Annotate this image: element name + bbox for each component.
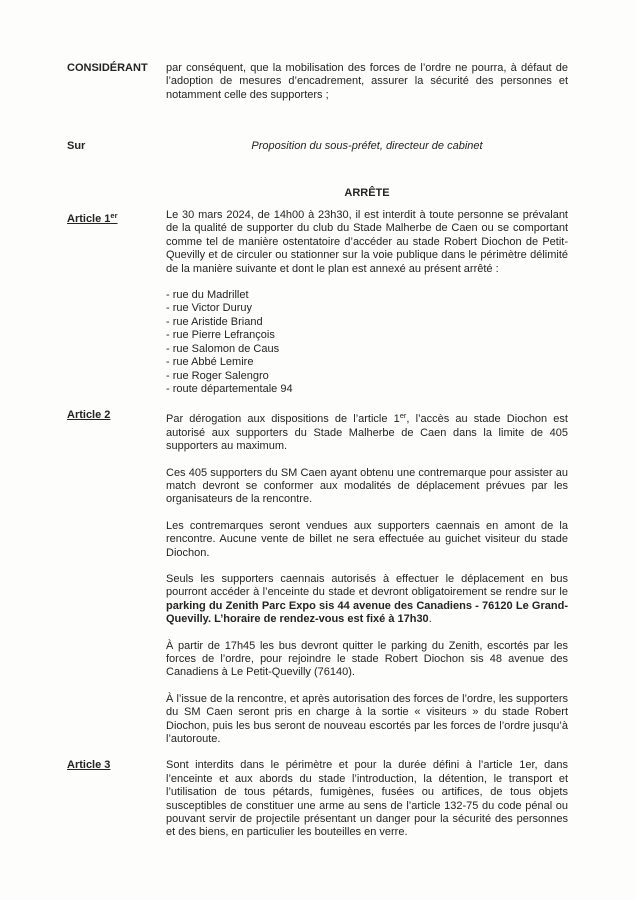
article-1-content [166,209,568,409]
text-run: Par dérogation aux dispositions de l’article 1 [166,413,400,426]
considerant-content [166,62,568,115]
text-run: À partir de 17h45 les bus devront quitter le parking du Zenith, escortés par les forces de l’ordre, pour rejoindre le stade Robert Diochon sis 48 avenue des Canadiens à Le Petit-Quevilly (76140). [166,639,568,679]
text-run: ARRÊTE [344,186,390,199]
text-run: Les contremarques seront vendues aux supporters caennais en amont de la rencontre. Aucune vente de billet ne sera effectuée au guichet visiteur du stade Diochon. [166,519,568,559]
sur-content [166,140,568,166]
article-1-label [67,209,166,226]
article-2-content [166,409,568,759]
street-list-item: - rue Aristide Briand [166,315,263,328]
text-run: , l’accès au stade Diochon est autorisé aux supporters du Stade Malherbe de Caen dans la limite de 405 supporters au maximum. [166,413,568,453]
text-run: Article 1 [67,213,111,226]
text-run: Ces 405 supporters du SM Caen ayant obtenu une contremarque pour assister au match devront se conformer aux modalités de déplacement prévues par les organisateurs de la rencontre. [166,466,568,506]
street-list-item: - rue Roger Salengro [166,369,269,382]
article-2-paragraph-5 [166,640,568,680]
text-run: Seuls les supporters caennais autorisés à effectuer le déplacement en bus pourront accéder à l’enceinte du stade et devront obligatoirement se rendre sur le [166,572,568,599]
street-list-item: - route départementale 94 [166,382,293,395]
text-run: parking du Zenith Parc Expo sis 44 avenue des Canadiens - 76120 Le Grand-Quevilly. L’horaire de rendez-vous est fixé à 17h30 [166,599,568,626]
text-run: er [399,411,407,421]
text-run: CONSIDÉRANT [67,62,148,74]
considerant-paragraph [166,62,568,102]
considerant-label [67,62,166,75]
article-1-paragraph [166,209,568,276]
document-rows [67,62,568,853]
text-run: . [428,613,432,626]
article-3-content [166,759,568,852]
street-list-item: - rue Abbé Lemire [166,356,254,369]
street-list [166,289,568,396]
article-2-paragraph-6 [166,693,568,747]
article-2-row [67,409,568,759]
text-run: Article 3 [67,759,111,772]
article-2-paragraph-2 [166,467,568,507]
text-run: er [110,211,118,221]
article-2-paragraph-1 [166,409,568,453]
text-run: Sont interdits dans le périmètre et pour la durée défini à l’article 1er, dans l’enceinte et aux abords du stade l’introduction, la détention, le transport et l’utilisation de tous pétards, fumigènes, fusées ou artifices, de tous objets susceptibles de constituer une arme au sens de l’article 132-75 du code pénal ou pouvant servir de projectile présentant un danger pour la sécurité des personnes et des biens, en particulier les bouteilles en verre. [166,759,568,839]
text-run: Sur [67,140,86,153]
text-run: Le 30 mars 2024, de 14h00 à 23h30, il est interdit à toute personne se prévalant de la qualité de supporter du club du Stade Malherbe de Caen ou se comportant comme tel de manière ostentatoire d’accéder au stade Robert Diochon de Petit-Quevilly et de circuler ou stationner sur la voie publique dans le périmètre délimité de la manière suivante et dont le plan est annexé au présent arrêté : [166,209,568,275]
article-3-paragraph [166,759,568,839]
text-run: Proposition du sous-préfet, directeur de cabinet [251,140,483,153]
article-1-row [67,209,568,409]
street-list-item: - rue Salomon de Caus [166,342,280,355]
article-2-paragraph-4 [166,573,568,627]
arrete-heading [166,187,568,200]
article-2-paragraph-3 [166,520,568,560]
article-3-row [67,759,568,852]
text-run: Article 2 [67,409,111,422]
considerant-row [67,62,568,115]
proposition-line [166,140,568,153]
sur-label [67,140,166,153]
article-2-label [67,409,166,422]
street-list-item: - rue Pierre Lefrançois [166,329,275,342]
street-list-item: - rue du Madrillet [166,289,249,302]
arrete-heading-row [67,187,568,200]
arrete-heading-content [166,187,568,200]
text-run: À l’issue de la rencontre, et après autorisation des forces de l’ordre, les supporters du SM Caen seront pris en charge à la sortie « visiteurs » du stade Robert Diochon, puis les bus seront de nouveau escortés par les forces de l’ordre jusqu’à l’autoroute. [166,692,568,746]
street-list-item: - rue Victor Duruy [166,302,252,315]
article-3-label [67,759,166,772]
text-run: par conséquent, que la mobilisation des forces de l’ordre ne pourra, à défaut de l’adoption de mesures d’encadrement, assurer la sécurité des personnes et notamment celle des supporters ; [166,62,568,101]
sur-row [67,140,568,166]
